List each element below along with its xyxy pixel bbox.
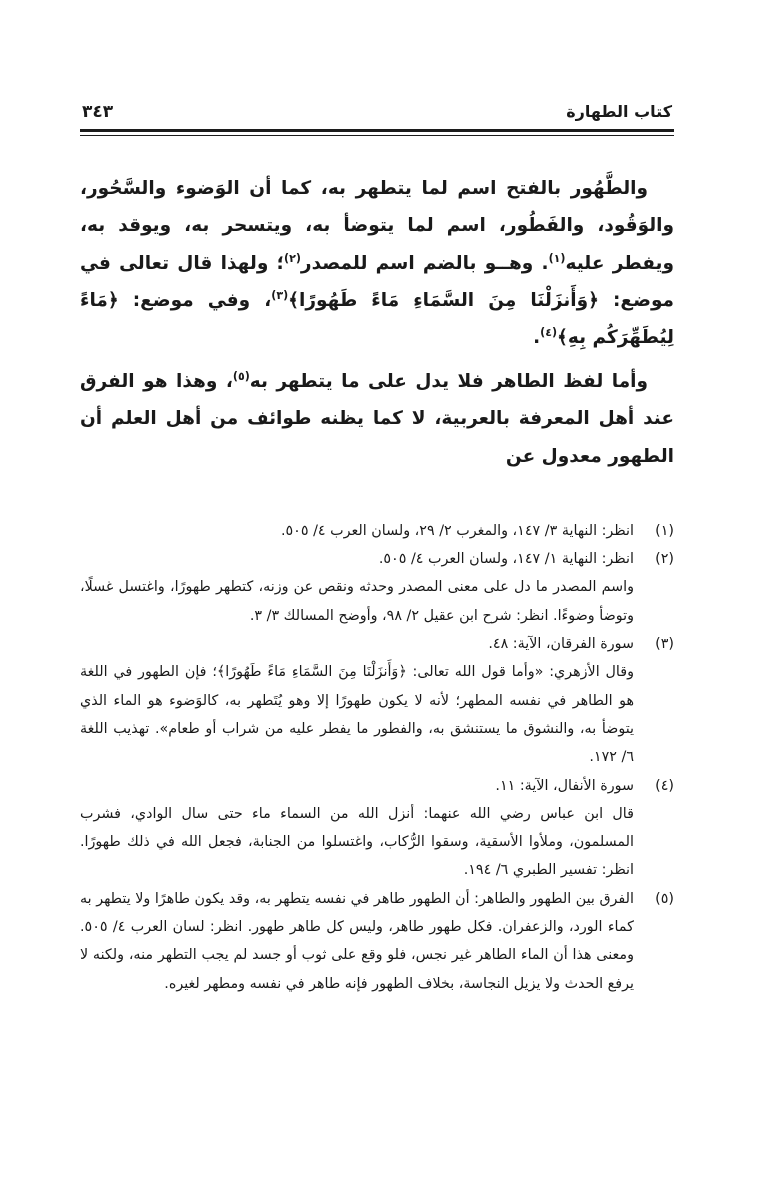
header-double-rule [80,129,674,136]
footnote-body [80,545,634,630]
footnotes-section [80,517,674,998]
footnote-extra: قال ابن عباس رضي الله عنهما: أنزل الله من السماء ماء حتى سال الوادي، فشرب المسلمون، وملأوا الأسقية، وسقوا الرُّكاب، واغتسلوا من الجنابة، فجعل الله في ذلك طهورًا. انظر: تفسير الطبري ٦/ ١٩٤. [80,805,634,879]
footnote-2 [80,545,674,630]
page-header [80,102,674,122]
text-run: والطَّهُور بالفتح اسم لما يتطهر به، كما أن الوَضوء والسَّحُور، والوَقُود، والفَطُور، اسم لما يتوضأ به، ويتسحر به، ويوقد به، ويفطر عليه [80,178,674,274]
footnote-extra: واسم المصدر ما دل على معنى المصدر وحدثه ونقص عن وزنه، كتطهر طهورًا، واغتسل غسلًا، وتوضأ وضوءًا. انظر: شرح ابن عقيل ٢/ ٩٨، وأوضح المسالك ٣/ ٣. [80,579,634,624]
footnote-body [80,772,634,885]
footnote-body [80,885,634,998]
footnote-number: (٣) [655,636,674,653]
footnote-5 [80,885,674,998]
footnote-number: (١) [655,522,674,539]
footnote-ref: (٢) [283,251,301,265]
footnote-4 [80,772,674,885]
footnote-text: انظر: النهاية ٣/ ١٤٧، والمغرب ٢/ ٢٩، ولسان العرب ٤/ ٥٠٥. [280,522,634,539]
body-paragraph-1 [80,170,674,357]
text-run: . [533,327,541,349]
footnote-3 [80,630,674,771]
text-run: ، وهذا هو الفرق عند أهل المعرفة بالعربية، لا كما يظنه طوائف من أهل العلم أن الطهور معدول عن [80,370,674,467]
footnote-body [80,517,634,545]
text-run: ، وفي موضع: [118,290,272,312]
footnote-extra: وقال الأزهري: «وأما قول الله تعالى: ﴿وَأَنزَلْنَا مِنَ السَّمَاءِ مَاءً طَهُورًا﴾؛ فإن الطهور في اللغة هو الطاهر في نفسه المطهر؛ لأنه لا يكون طهورًا إلا وهو يُتَطهر به، كالوَضوء هو الماء الذي يتوضأ به، والنشوق ما يستنشق به، والفطور ما يفطر عليه من شراب أو طعام». تهذيب اللغة ٦/ ١٧٢. [80,664,634,766]
quran-verse: ﴿مَاءً لِيُطَهِّرَكُم بِهِ﴾ [80,290,674,349]
footnote-text: الفرق بين الطهور والطاهر: أن الطهور طاهر في نفسه يتطهر به، وقد يكون طاهرًا ولا يتطهر به كماء الورد، والزعفران. فكل طهور طاهر، وليس كل طاهر طهور. انظر: لسان العرب ٤/ ٥٠٥. ومعنى هذا أن الماء الطاهر غير نجس، فلو وقع على ثوب أو جسد لم يجب التطهر منه، ولكنه لا يرفع الحدث ولا يزيل النجاسة، بخلاف الطهور فإنه طاهر في نفسه ومطهر لغيره. [80,890,634,992]
page-number: ٣٤٣ [82,102,114,122]
footnote-body [80,630,634,771]
quran-verse: ﴿وَأَنزَلْنَا مِنَ السَّمَاءِ مَاءً طَهُورًا﴾ [288,290,599,312]
footnote-number: (٢) [655,551,674,568]
footnote-text: انظر: النهاية ١/ ١٤٧، ولسان العرب ٤/ ٥٠٥. [378,551,634,568]
footnote-1 [80,517,674,545]
chapter-title: كتاب الطهارة [566,102,672,121]
footnote-ref: (٣) [271,288,289,302]
body-paragraph-2 [80,363,674,475]
footnote-text: سورة الأنفال، الآية: ١١. [495,777,634,794]
text-run: وأما لفظ الطاهر فلا يدل على ما يتطهر به [249,370,648,392]
footnote-ref: (١) [548,251,566,265]
text-run: . وهــو بالضم اسم للمصدر [300,252,549,274]
footnote-number: (٤) [655,777,674,794]
main-text [80,170,674,475]
footnote-ref: (٤) [540,326,558,340]
text-run: ؛ ولهذا قال تعالى في موضع: [80,252,674,312]
footnote-number: (٥) [655,890,674,907]
footnote-ref: (٥) [232,369,250,383]
footnote-text: سورة الفرقان، الآية: ٤٨. [488,636,634,653]
